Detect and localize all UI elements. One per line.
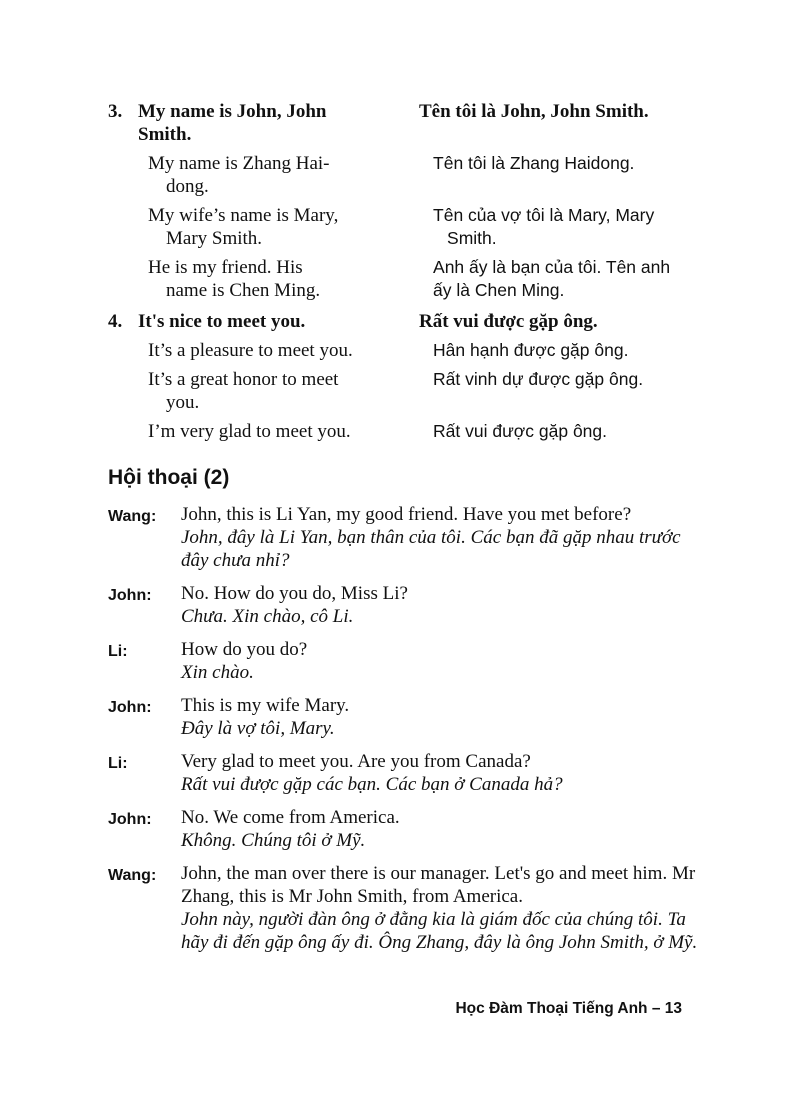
dialogue-lines <box>181 503 698 572</box>
english-line: No. We come from America. <box>181 807 400 828</box>
page-footer: Học Đàm Thoại Tiếng Anh – 13 <box>455 1000 682 1017</box>
phrase-vietnamese <box>419 100 708 146</box>
phrase-english <box>108 100 407 146</box>
phrase-english <box>108 368 407 414</box>
vietnamese-line: Chưa. Xin chào, cô Li. <box>181 606 354 627</box>
dialogue-turn <box>108 806 698 852</box>
dialogue-turn <box>108 694 698 740</box>
phrase-vietnamese-line: Tên tôi là John, John Smith. <box>418 101 649 122</box>
speaker-label: Li: <box>108 643 128 660</box>
speaker-label: John: <box>108 811 152 828</box>
dialogue <box>108 503 698 964</box>
phrase-english-line: Smith. <box>138 124 192 145</box>
vietnamese-line: John, đây là Li Yan, bạn thân của tôi. Các bạn đã gặp nhau trước đây chưa nhỉ? <box>181 527 681 571</box>
speaker-label: Li: <box>108 755 128 772</box>
dialogue-turn <box>108 582 698 628</box>
english-line: John, the man over there is our manager. Let's go and meet him. Mr Zhang, this is Mr John Smith, from America. <box>181 863 696 907</box>
phrase-row <box>108 339 708 362</box>
phrase-english <box>108 339 407 362</box>
phrase-english-line: It's nice to meet you. <box>138 311 306 332</box>
phrase-number: 4. <box>108 311 123 332</box>
speaker-label: John: <box>108 587 152 604</box>
english-line: How do you do? <box>181 639 308 660</box>
vietnamese-line: Không. Chúng tôi ở Mỹ. <box>181 830 366 851</box>
phrase-vietnamese <box>419 368 708 414</box>
phrase-row <box>108 256 708 302</box>
vietnamese-line: Rất vui được gặp các bạn. Các bạn ở Canada hả? <box>181 774 563 795</box>
phrase-english-line: Mary Smith. <box>166 228 263 249</box>
phrase-vietnamese-line: Rất vinh dự được gặp ông. <box>433 369 644 389</box>
phrase-english <box>108 256 407 302</box>
vietnamese-line: John này, người đàn ông ở đằng kia là giám đốc của chúng tôi. Ta hãy đi đến gặp ông ấy đi. Ông Zhang, đây là ông John Smith, ở Mỹ. <box>181 909 698 953</box>
phrase-vietnamese <box>419 256 708 302</box>
phrase-row <box>108 204 708 250</box>
phrase-english <box>108 310 407 333</box>
phrase-english-line: My wife’s name is Mary, <box>148 205 339 226</box>
phrase-vietnamese <box>419 310 708 333</box>
phrase-english-line: dong. <box>166 176 209 197</box>
phrase-english-line: He is my friend. His <box>148 257 303 278</box>
dialogue-turn <box>108 503 698 572</box>
phrase-vietnamese-line: Hân hạnh được gặp ông. <box>433 340 629 360</box>
phrase-vietnamese <box>419 152 708 198</box>
dialogue-turn <box>108 750 698 796</box>
phrase-table <box>108 100 708 449</box>
phrase-number: 3. <box>108 101 123 122</box>
phrase-vietnamese-line: Smith. <box>447 228 497 248</box>
dialogue-lines <box>181 750 698 796</box>
english-line: This is my wife Mary. <box>181 695 350 716</box>
dialogue-lines <box>181 582 698 628</box>
phrase-row <box>108 368 708 414</box>
dialogue-lines <box>181 806 698 852</box>
english-line: John, this is Li Yan, my good friend. Have you met before? <box>181 504 632 525</box>
phrase-english-line: name is Chen Ming. <box>166 280 321 301</box>
phrase-row <box>108 420 708 443</box>
phrase-vietnamese-line: Tên tôi là Zhang Haidong. <box>433 153 635 173</box>
dialogue-turn <box>108 638 698 684</box>
phrase-english-line: It’s a pleasure to meet you. <box>148 340 353 361</box>
phrase-english-line: My name is John, John <box>138 101 327 122</box>
phrase-vietnamese-line: Anh ấy là bạn của tôi. Tên anh <box>433 257 671 277</box>
dialogue-turn <box>108 862 698 954</box>
phrase-english <box>108 420 407 443</box>
phrase-vietnamese-line: ấy là Chen Ming. <box>433 280 565 300</box>
phrase-vietnamese-line: Rất vui được gặp ông. <box>433 421 608 441</box>
phrase-vietnamese <box>419 339 708 362</box>
phrase-english <box>108 204 407 250</box>
phrase-english-line: you. <box>166 392 200 413</box>
phrase-english <box>108 152 407 198</box>
phrase-vietnamese <box>419 204 708 250</box>
phrase-english-line: I’m very glad to meet you. <box>148 421 351 442</box>
phrase-row <box>108 100 708 146</box>
section-title: Hội thoại (2) <box>108 466 230 489</box>
english-line: No. How do you do, Miss Li? <box>181 583 408 604</box>
phrase-english-line: It’s a great honor to meet <box>148 369 339 390</box>
vietnamese-line: Đây là vợ tôi, Mary. <box>181 718 335 739</box>
vietnamese-line: Xin chào. <box>181 662 254 683</box>
speaker-label: Wang: <box>108 867 157 884</box>
speaker-label: John: <box>108 699 152 716</box>
phrase-row <box>108 310 708 333</box>
phrase-english-line: My name is Zhang Hai- <box>148 153 330 174</box>
dialogue-lines <box>181 694 698 740</box>
speaker-label: Wang: <box>108 508 157 525</box>
phrase-vietnamese <box>419 420 708 443</box>
phrase-vietnamese-line: Rất vui được gặp ông. <box>418 311 598 332</box>
phrase-row <box>108 152 708 198</box>
dialogue-lines <box>181 638 698 684</box>
phrase-vietnamese-line: Tên của vợ tôi là Mary, Mary <box>433 205 655 225</box>
dialogue-lines <box>181 862 698 954</box>
english-line: Very glad to meet you. Are you from Canada? <box>181 751 531 772</box>
